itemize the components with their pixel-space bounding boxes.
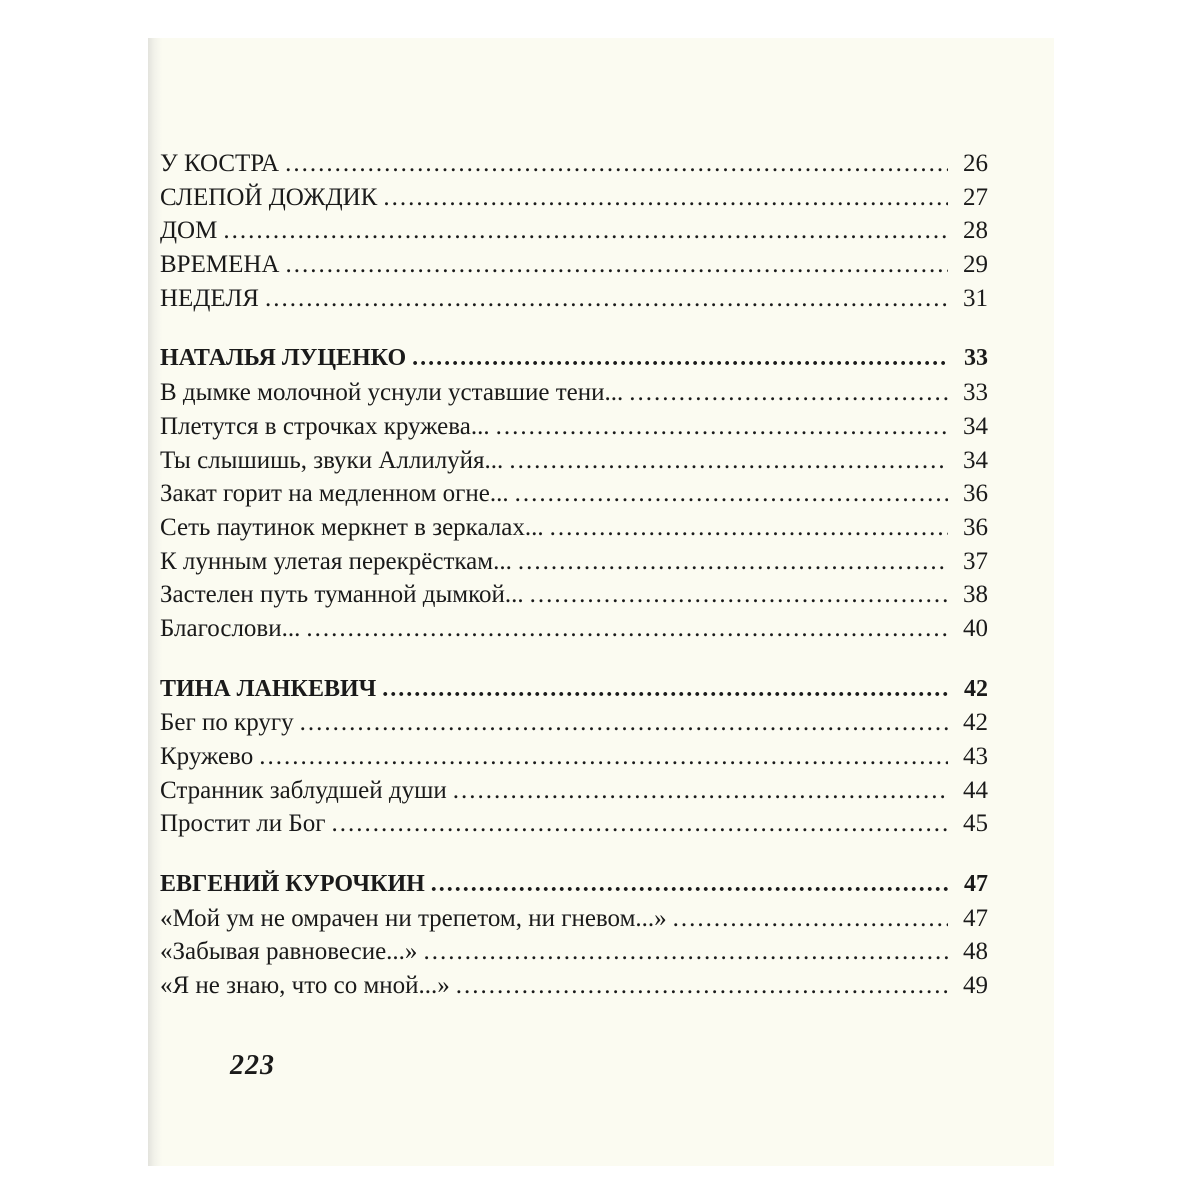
toc-group [160, 342, 988, 645]
author-name: ТИНА ЛАНКЕВИЧ [160, 675, 377, 702]
dot-leader [265, 282, 948, 316]
dot-leader [518, 545, 948, 579]
toc-entry-row [160, 578, 988, 612]
dot-leader [629, 376, 948, 410]
page-ref: 28 [963, 217, 988, 245]
page-ref: 29 [963, 251, 988, 279]
toc-entry-row [160, 774, 988, 808]
book-page [148, 38, 1054, 1166]
dot-leader [383, 181, 948, 215]
page-ref: 49 [963, 972, 988, 1000]
page-ref: 26 [963, 150, 988, 177]
entry-title: ДОМ [160, 217, 218, 245]
toc-entry-row [160, 969, 988, 1003]
toc-author-row [160, 342, 988, 376]
page-ref: 27 [963, 183, 988, 211]
dot-leader [382, 673, 948, 707]
page-ref: 42 [964, 675, 988, 702]
toc-entry-row [160, 410, 988, 444]
toc-entry-row [160, 902, 988, 936]
page-ref: 34 [963, 446, 988, 474]
entry-title: У КОСТРА [160, 150, 280, 177]
author-name: ЕВГЕНИЙ КУРОЧКИН [160, 871, 425, 898]
entry-title: В дымке молочной уснули уставшие тени... [160, 379, 624, 407]
entry-title: Плетутся в строчках кружева... [160, 412, 490, 440]
page-ref: 47 [963, 904, 988, 932]
entry-title: ВРЕМЕНА [160, 251, 280, 279]
author-name: НАТАЛЬЯ ЛУЦЕНКО [160, 345, 407, 372]
page-ref: 37 [963, 547, 988, 575]
toc-entry-row [160, 545, 988, 579]
toc-entry-row [160, 376, 988, 410]
entry-title: Закат горит на медленном огне... [160, 480, 509, 508]
dot-leader [509, 444, 948, 478]
entry-title: Бег по кругу [160, 709, 294, 737]
entry-title: Кружево [160, 743, 254, 770]
dot-leader [223, 214, 948, 248]
page-ref: 31 [963, 284, 988, 312]
dot-leader [515, 477, 948, 511]
dot-leader [285, 147, 948, 181]
dot-leader [412, 342, 948, 376]
dot-leader [300, 706, 948, 740]
entry-title: Простит ли Бог [160, 810, 326, 838]
toc-entry-row [160, 706, 988, 740]
page-ref: 34 [963, 412, 988, 440]
entry-title: «Мой ум не омрачен ни трепетом, ни гневом...» [160, 904, 667, 932]
page-number: 223 [230, 1050, 275, 1081]
entry-title: Странник заблудшей души [160, 776, 447, 804]
toc-author-row [160, 673, 988, 707]
entry-title: Сеть паутинок меркнет в зеркалах... [160, 513, 544, 541]
toc-entry-row [160, 807, 988, 841]
table-of-contents [160, 147, 988, 1030]
dot-leader [285, 248, 948, 282]
entry-title: «Я не знаю, что со мной...» [160, 972, 450, 1000]
dot-leader [550, 511, 948, 545]
toc-author-row [160, 868, 988, 902]
entry-title: СЛЕПОЙ ДОЖДИК [160, 183, 378, 211]
page-ref: 43 [963, 743, 988, 770]
toc-entry-row [160, 935, 988, 969]
entry-title: Застелен путь туманной дымкой... [160, 581, 524, 609]
dot-leader [530, 578, 948, 612]
page-ref: 33 [963, 379, 988, 407]
toc-entry-row [160, 612, 988, 646]
dot-leader [259, 740, 948, 774]
page-ref: 36 [963, 513, 988, 541]
page-ref: 33 [964, 345, 988, 372]
page-ref: 36 [963, 480, 988, 508]
dot-leader [496, 410, 948, 444]
entry-title: Ты слышишь, звуки Аллилуйя... [160, 446, 504, 474]
toc-entry-row [160, 181, 988, 215]
page-ref: 48 [963, 938, 988, 966]
toc-entry-row [160, 511, 988, 545]
page-ref: 45 [963, 810, 988, 838]
toc-group [160, 147, 988, 315]
dot-leader [423, 935, 948, 969]
toc-entry-row [160, 740, 988, 774]
entry-title: К лунным улетая перекрёсткам... [160, 547, 512, 575]
dot-leader [431, 868, 948, 902]
toc-entry-row [160, 248, 988, 282]
toc-group [160, 673, 988, 841]
dot-leader [306, 612, 948, 646]
dot-leader [453, 774, 948, 808]
toc-entry-row [160, 282, 988, 316]
page-ref: 44 [963, 776, 988, 804]
toc-group [160, 868, 988, 1003]
page-ref: 47 [964, 871, 988, 898]
page-ref: 38 [963, 581, 988, 609]
entry-title: «Забывая равновесие...» [160, 938, 418, 966]
dot-leader [456, 969, 948, 1003]
toc-entry-row [160, 147, 988, 181]
toc-entry-row [160, 477, 988, 511]
entry-title: НЕДЕЛЯ [160, 284, 259, 312]
entry-title: Благослови... [160, 614, 301, 642]
dot-leader [673, 902, 948, 936]
page-ref: 42 [963, 709, 988, 737]
page-ref: 40 [963, 614, 988, 642]
toc-entry-row [160, 444, 988, 478]
dot-leader [331, 807, 948, 841]
toc-entry-row [160, 214, 988, 248]
